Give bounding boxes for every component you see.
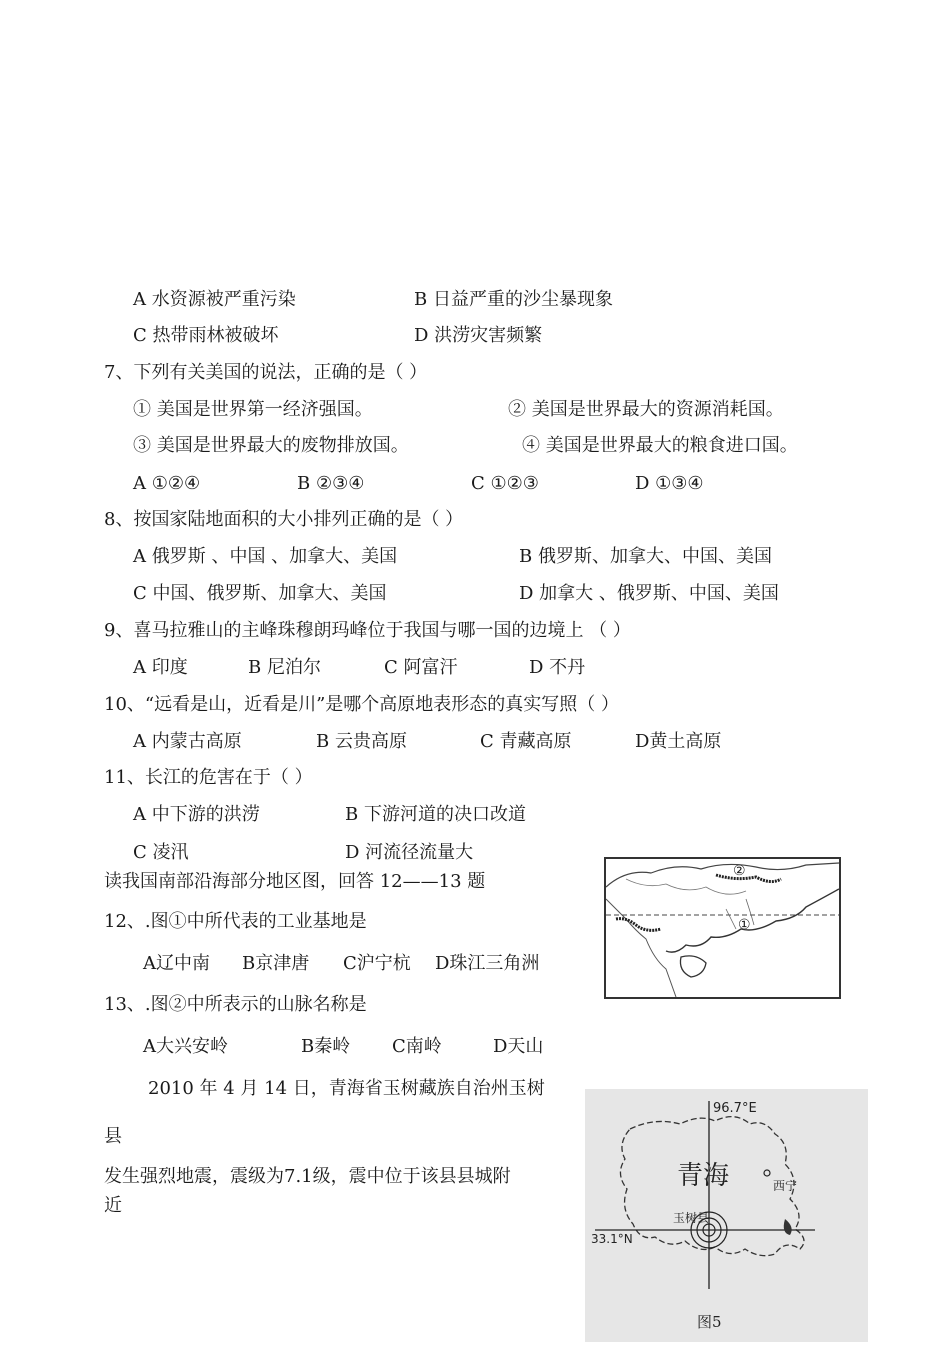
south-coast-map-drawing [606,859,839,997]
q6-option-b: B 日益严重的沙尘暴现象 [414,289,613,310]
map2-longitude-label: 96.7°E [713,1101,757,1116]
q11-stem: 11、长江的危害在于（ ） [104,767,313,788]
qinghai-map-drawing [585,1089,868,1342]
q7-option-d: D ①③④ [635,473,704,494]
q6-option-d: D 洪涝灾害频繁 [414,325,543,346]
q13-option-b: B秦岭 [301,1036,351,1057]
q12-stem: 12、.图①中所代表的工业基地是 [104,911,367,932]
passage-line-3: 发生强烈地震，震级为7.1级，震中位于该县县城附 [104,1166,511,1187]
q8-option-a: A 俄罗斯 、中国 、加拿大、美国 [133,546,398,567]
q8-option-c: C 中国、俄罗斯、加拿大、美国 [133,583,387,604]
passage-line-4: 近 [104,1195,122,1216]
map2-county-label: 玉树县 [673,1211,710,1225]
q9-option-b: B 尼泊尔 [248,657,321,678]
map2-city-label: 西宁 [773,1179,798,1193]
q12-option-a: A辽中南 [143,953,210,974]
passage-line-1: 2010 年 4 月 14 日，青海省玉树藏族自治州玉树 [148,1078,545,1099]
q11-option-c: C 凌汛 [133,842,189,863]
q7-stem: 7、下列有关美国的说法，正确的是（ ） [104,362,428,383]
q9-option-c: C 阿富汗 [384,657,458,678]
passage-line-2: 县 [104,1126,122,1147]
q11-option-d: D 河流径流量大 [345,842,474,863]
map1-marker-1: ① [738,917,751,933]
map2-caption: 图5 [697,1313,722,1331]
qinghai-map [585,1089,868,1342]
south-coast-map [604,857,841,999]
q7-statement-3: ③ 美国是世界最大的废物排放国。 [133,435,409,456]
q12-option-d: D珠江三角洲 [435,953,540,974]
q7-option-b: B ②③④ [297,473,365,494]
q7-option-a: A ①②④ [133,473,201,494]
q10-option-c: C 青藏高原 [480,731,572,752]
q8-stem: 8、按国家陆地面积的大小排列正确的是（ ） [104,509,464,530]
q12-option-c: C沪宁杭 [343,953,411,974]
q13-option-d: D天山 [493,1036,544,1057]
q9-stem: 9、喜马拉雅山的主峰珠穆朗玛峰位于我国与哪一国的边境上 （ ） [104,620,631,641]
q10-option-d: D黄土高原 [635,731,722,752]
q10-option-b: B 云贵高原 [316,731,407,752]
q12-13-intro: 读我国南部沿海部分地区图，回答 12——13 题 [104,871,486,892]
q7-statement-1: ① 美国是世界第一经济强国。 [133,399,373,420]
q12-option-b: B京津唐 [242,953,310,974]
q9-option-d: D 不丹 [529,657,586,678]
q10-stem: 10、“远看是山，近看是川”是哪个高原地表形态的真实写照（ ） [104,694,620,715]
q8-option-b: B 俄罗斯、加拿大、中国、美国 [519,546,772,567]
q6-option-a: A 水资源被严重污染 [133,289,296,310]
q13-option-c: C南岭 [392,1036,442,1057]
q7-option-c: C ①②③ [471,473,539,494]
q11-option-a: A 中下游的洪涝 [133,804,260,825]
q10-option-a: A 内蒙古高原 [133,731,242,752]
map2-province-label: 青海 [677,1161,730,1191]
map2-latitude-label: 33.1°N [591,1232,633,1246]
map1-marker-2: ② [733,863,746,879]
q13-option-a: A大兴安岭 [143,1036,228,1057]
q11-option-b: B 下游河道的决口改道 [345,804,526,825]
q8-option-d: D 加拿大 、俄罗斯、中国、美国 [519,583,779,604]
q7-statement-2: ② 美国是世界最大的资源消耗国。 [508,399,784,420]
q7-statement-4: ④ 美国是世界最大的粮食进口国。 [522,435,798,456]
q6-option-c: C 热带雨林被破坏 [133,325,279,346]
q13-stem: 13、.图②中所表示的山脉名称是 [104,994,367,1015]
q9-option-a: A 印度 [133,657,188,678]
